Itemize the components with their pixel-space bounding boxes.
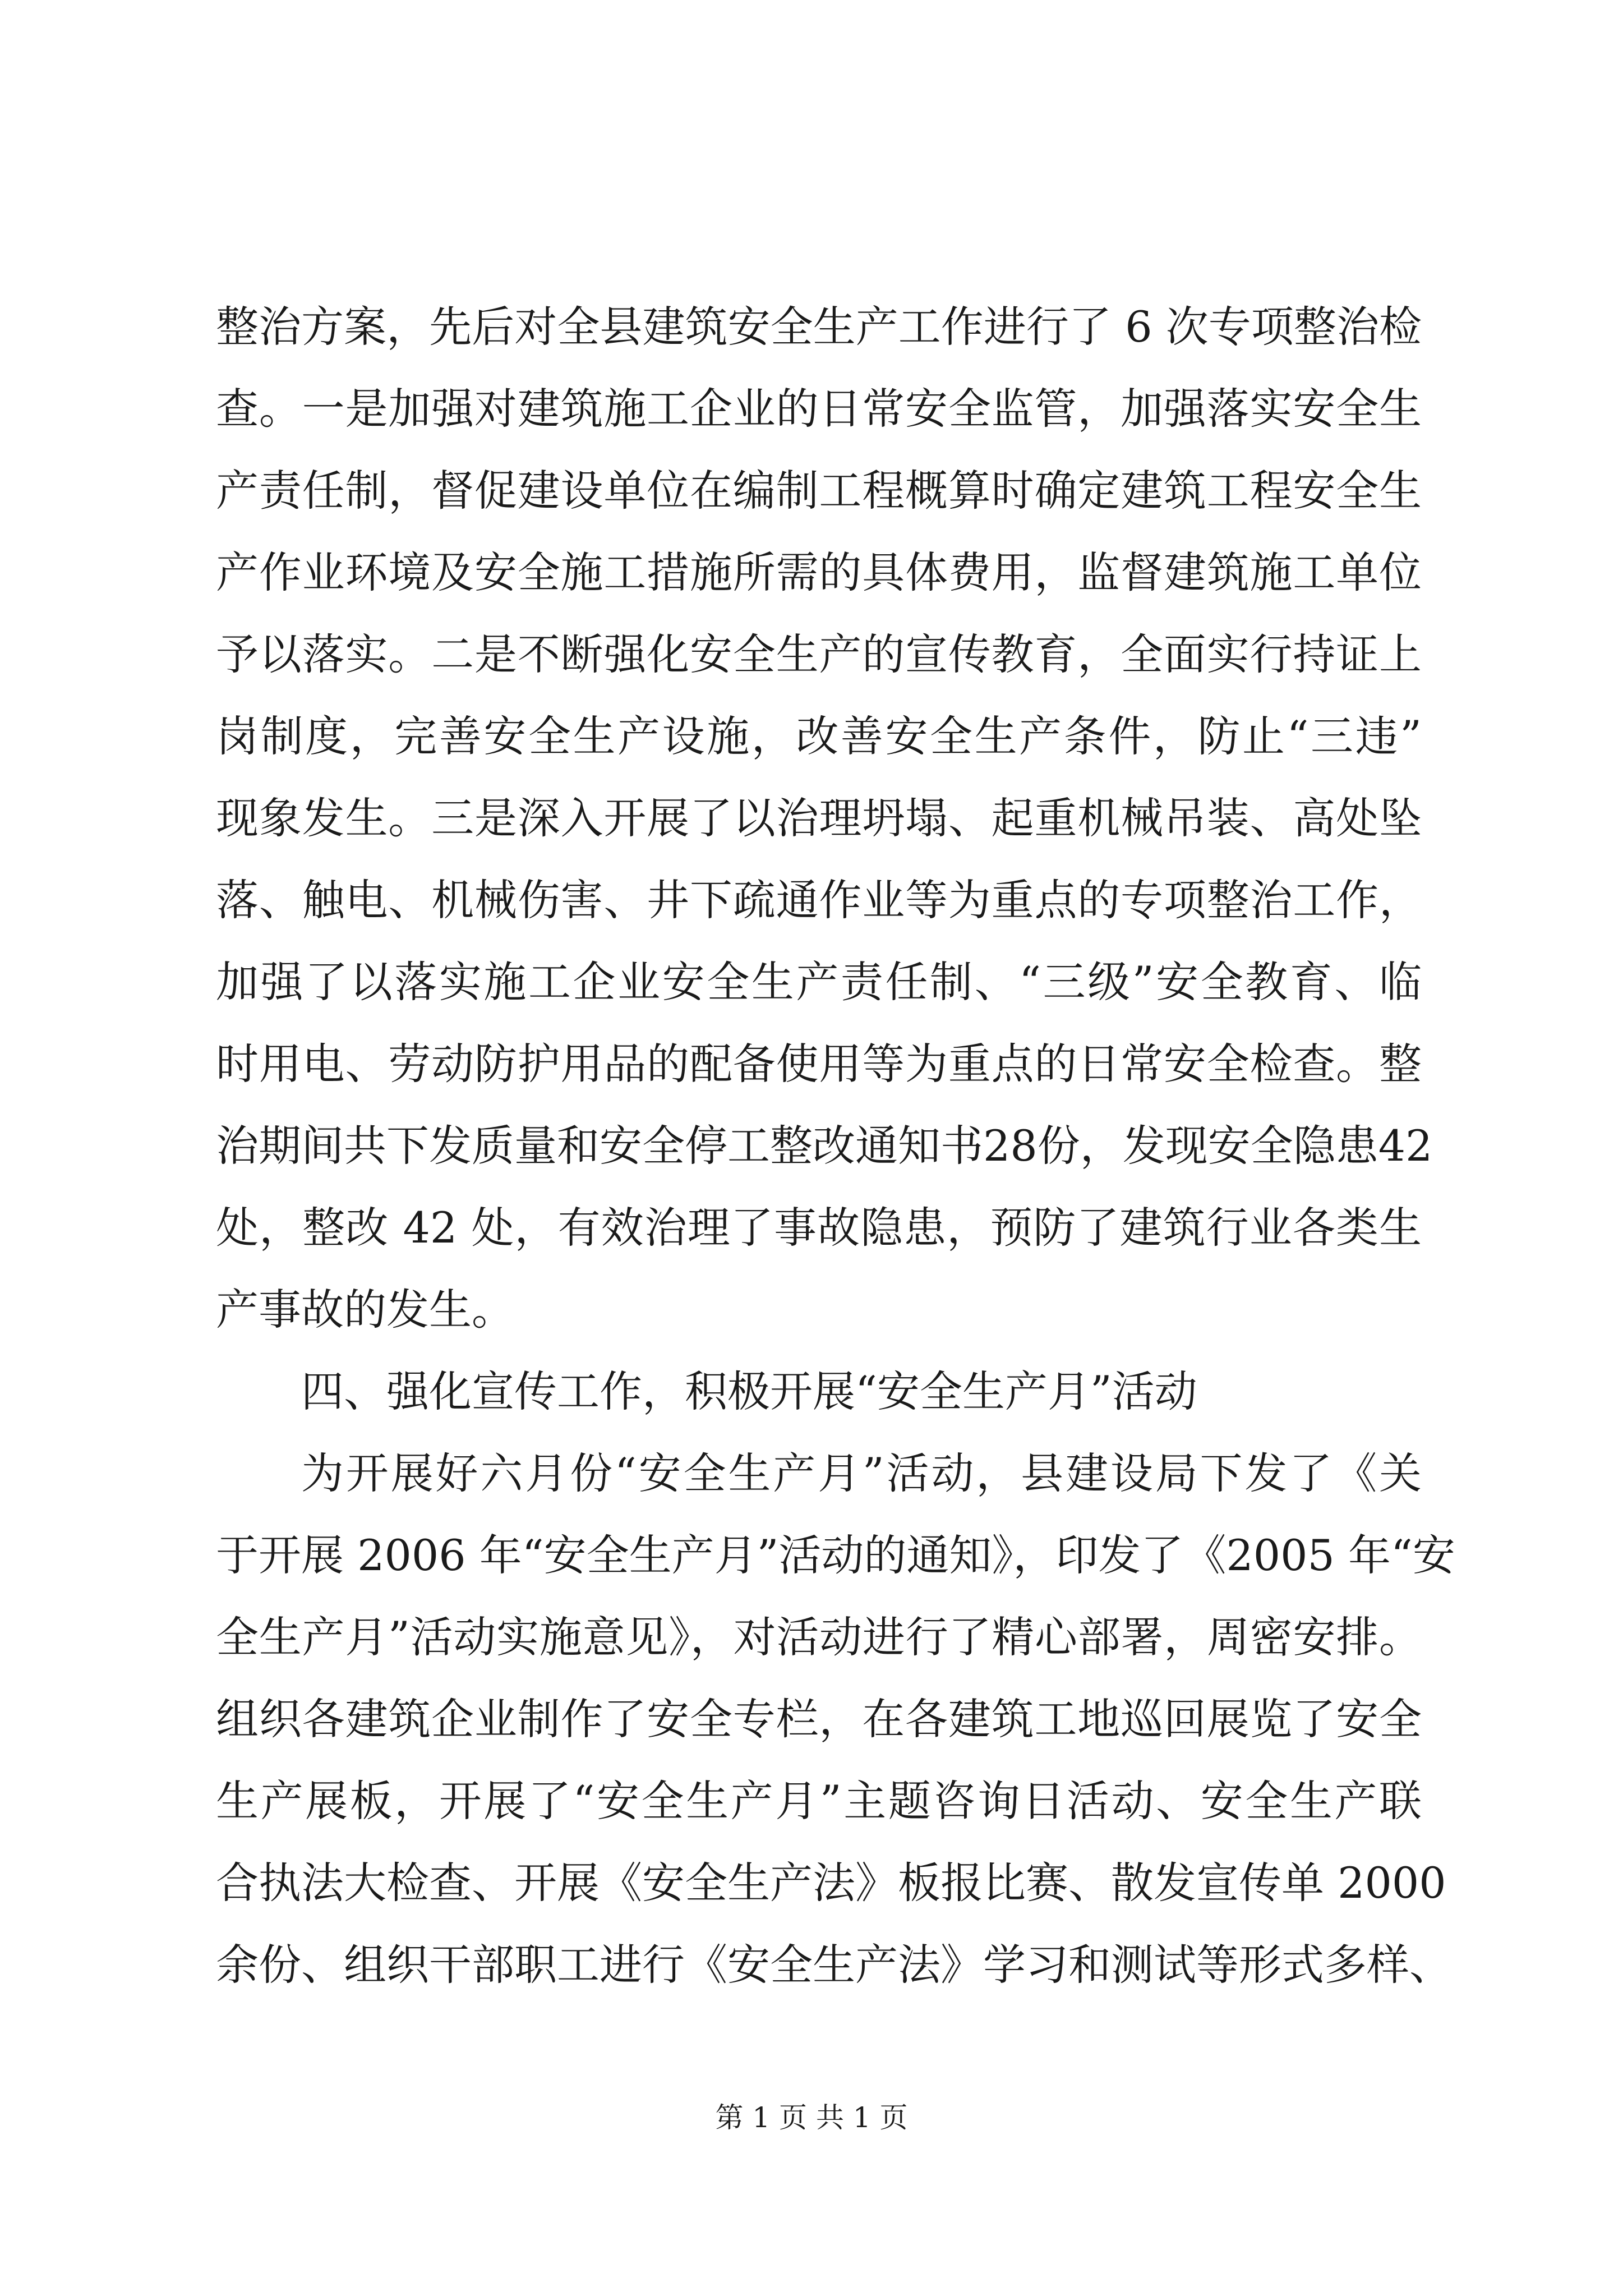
paragraph-line: 处，整改 42 处，有效治理了事故隐患，预防了建筑行业各类生 xyxy=(216,1203,1422,1253)
page-footer: 第 1 页 共 1 页 xyxy=(715,2101,908,2134)
paragraph-line: 为开展好六月份“安全生产月”活动，县建设局下发了《关 xyxy=(301,1448,1422,1498)
paragraph-line: 查。一是加强对建筑施工企业的日常安全监管，加强落实安全生 xyxy=(216,384,1422,434)
paragraph-line: 于开展 2006 年“安全生产月”活动的通知》，印发了《2005 年“安 xyxy=(216,1530,1455,1580)
paragraph-line: 全生产月”活动实施意见》，对活动进行了精心部署，周密安排。 xyxy=(216,1612,1422,1662)
paragraph-line: 现象发生。三是深入开展了以治理坍塌、起重机械吊装、高处坠 xyxy=(216,793,1422,843)
paragraph-line: 时用电、劳动防护用品的配备使用等为重点的日常安全检查。整 xyxy=(216,1039,1422,1089)
document-body xyxy=(216,286,1455,2006)
paragraph-line: 整治方案，先后对全县建筑安全生产工作进行了 6 次专项整治检 xyxy=(216,302,1422,352)
section-heading: 四、强化宣传工作，积极开展“安全生产月”活动 xyxy=(301,1366,1197,1416)
paragraph-line: 予以落实。二是不断强化安全生产的宣传教育，全面实行持证上 xyxy=(216,629,1422,679)
paragraph-line: 岗制度，完善安全生产设施，改善安全生产条件，防止“三违” xyxy=(216,711,1422,761)
paragraph-line: 产责任制，督促建设单位在编制工程概算时确定建筑工程安全生 xyxy=(216,466,1422,516)
paragraph-line: 余份、组织干部职工进行《安全生产法》学习和测试等形式多样、 xyxy=(216,1940,1452,1990)
paragraph-line: 生产展板，开展了“安全生产月”主题咨询日活动、安全生产联 xyxy=(216,1776,1422,1826)
paragraph-line: 产作业环境及安全施工措施所需的具体费用，监督建筑施工单位 xyxy=(216,547,1422,597)
paragraph-line: 组织各建筑企业制作了安全专栏，在各建筑工地巡回展览了安全 xyxy=(216,1694,1422,1744)
paragraph-line: 治期间共下发质量和安全停工整改通知书28份，发现安全隐患42 xyxy=(216,1121,1433,1171)
paragraph-line: 落、触电、机械伤害、井下疏通作业等为重点的专项整治工作， xyxy=(216,875,1422,925)
paragraph-line: 加强了以落实施工企业安全生产责任制、“三级”安全教育、临 xyxy=(216,957,1422,1007)
paragraph-line: 产事故的发生。 xyxy=(216,1285,514,1335)
paragraph-line: 合执法大检查、开展《安全生产法》板报比赛、散发宣传单 2000 xyxy=(216,1858,1446,1908)
